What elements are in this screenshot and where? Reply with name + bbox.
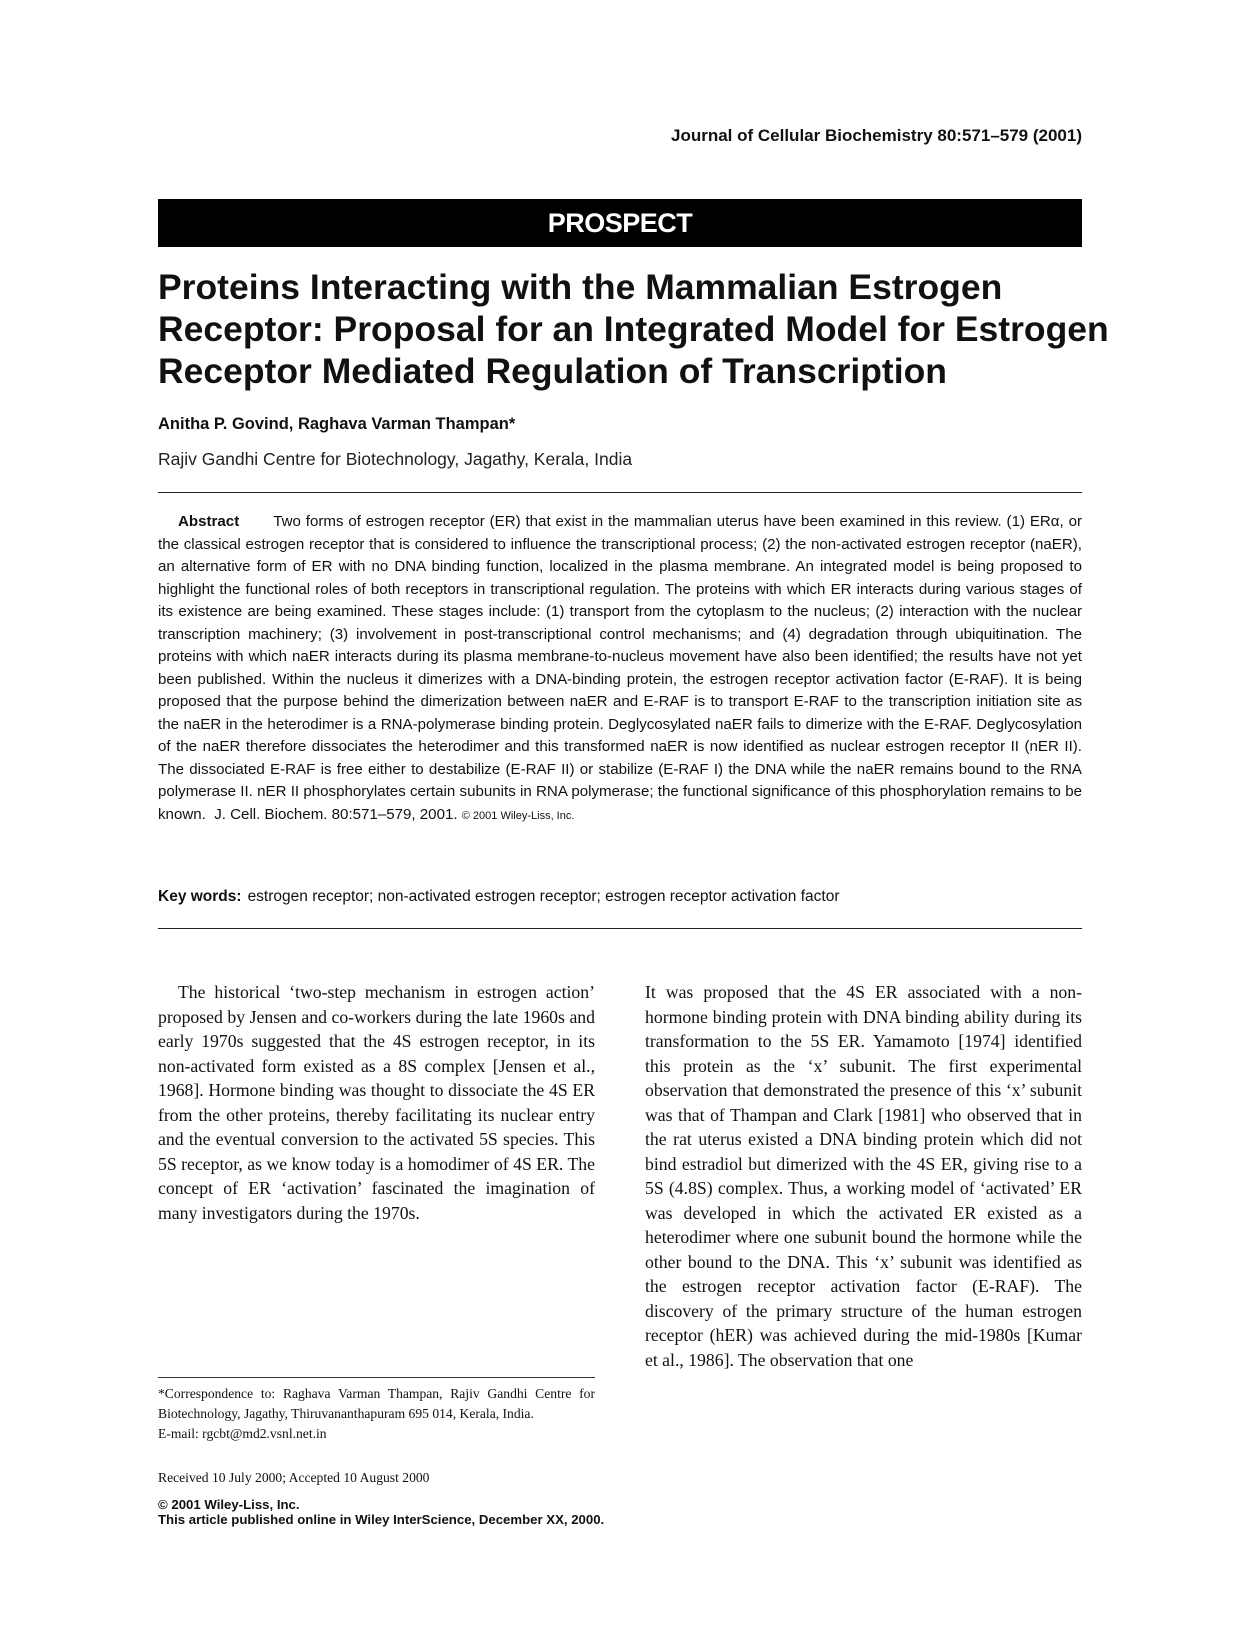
abstract — [158, 511, 1082, 827]
body-column-left: The historical ‘two-step mechanism in estrogen action’ proposed by Jensen and co-workers during the late 1960s and early 1970s suggested that the 4S estrogen receptor, in its non-activated form existed as a 8S complex [Jensen et al., 1968]. Hormone binding was thought to dissociate the 4S ER from the other proteins, thereby facilitating its nuclear entry and the eventual conversion to the activated 5S species. This 5S receptor, as we know today is a homodimer of 4S ER. The concept of ER ‘activation’ fascinated the imagination of many investigators during the 1970s. — [158, 982, 595, 1223]
keywords-text: estrogen receptor; non-activated estrogen receptor; estrogen receptor activation factor — [247, 888, 840, 905]
received-dates: Received 10 July 2000; Accepted 10 August 2000 — [158, 1470, 430, 1485]
body-column-right: It was proposed that the 4S ER associated with a non-hormone binding protein with DNA binding ability during its transformation to the 5S ER. Yamamoto [1974] identified this protein as the ‘x’ subunit. The first experimental observation that demonstrated the presence of this ‘x’ subunit was that of Thampan and Clark [1981] who observed that in the rat uterus existed a DNA binding protein which did not bind estradiol but dimerized with the 4S ER, giving rise to a 5S (4.8S) complex. Thus, a working model of ‘activated’ ER was developed in which the activated ER existed as a heterodimer where one subunit bound the hormone while the other bound to the DNA. This ‘x’ subunit was identified as the estrogen receptor activation factor (E-RAF). The discovery of the primary structure of the human estrogen receptor (hER) was achieved during the mid-1980s [Kumar et al., 1986]. The observation that one — [645, 982, 1082, 1370]
abstract-citation: J. Cell. Biochem. 80:571–579, 2001. — [214, 805, 458, 823]
abstract-text: Two forms of estrogen receptor (ER) that exist in the mammalian uterus have been examined in this review. (1) ERα, or the classical estrogen receptor that is considered to influence the transcriptional process; (2) the non-activated estrogen receptor (naER), an alternative form of ER with no DNA binding function, localized in the plasma membrane. An integrated model is being proposed to highlight the functional roles of both receptors in transcriptional regulation. The proteins with which ER interacts during various stages of its existence are being examined. These stages include: (1) transport from the cytoplasm to the nucleus; (2) interaction with the nuclear transcription machinery; (3) involvement in post-transcriptional control mechanisms; and (4) degradation through ubiquitination. The proteins with which naER interacts during its plasma membrane-to-nucleus movement have also been identified; the results have not yet been published. Within the nucleus it dimerizes with a DNA-binding protein, the estrogen receptor activation factor (E-RAF). It is being proposed that the purpose behind the dimerization between naER and E-RAF is to transport E-RAF to the transcription initiation site as the naER in the heterodimer is a RNA-polymerase binding protein. Deglycosylated naER fails to dimerize with the E-RAF. Deglycosylation of the naER therefore dissociates the heterodimer and this transformed naER is now identified as nuclear estrogen receptor II (nER II). The dissociated E-RAF is free either to destabilize (E-RAF II) or stabilize (E-RAF I) the DNA while the naER remains bound to the RNA polymerase II. nER II phosphorylates certain subunits in RNA polymerase; the functional significance of this phosphorylation remains to be known. — [158, 513, 1082, 823]
journal-citation: Journal of Cellular Biochemistry 80:571–579 (2001) — [670, 126, 1082, 145]
abstract-label: Abstract — [178, 513, 240, 530]
abstract-copyright: © 2001 Wiley-Liss, Inc. — [461, 809, 575, 822]
copyright-notice: © 2001 Wiley-Liss, Inc. — [158, 1497, 300, 1512]
keywords — [158, 888, 839, 906]
authors: Anitha P. Govind, Raghava Varman Thampan* — [158, 415, 516, 433]
footnote-rule — [158, 1377, 595, 1378]
section-banner: PROSPECT — [158, 199, 1082, 247]
article-title: Proteins Interacting with the Mammalian Estrogen Receptor: Proposal for an Integrated Model for Estrogen Receptor Mediated Regulation of Transcription — [158, 267, 1109, 391]
abstract-top-rule — [158, 492, 1082, 493]
keywords-label: Key words: — [158, 888, 242, 905]
affiliation: Rajiv Gandhi Centre for Biotechnology, Jagathy, Kerala, India — [158, 449, 633, 469]
published-online-notice: This article published online in Wiley InterScience, December XX, 2000. — [158, 1512, 605, 1527]
correspondence-footnote — [158, 1384, 595, 1444]
abstract-bottom-rule — [158, 928, 1082, 929]
correspondence-email: E-mail: rgcbt@md2.vsnl.net.in — [158, 1426, 327, 1441]
correspondence-text: *Correspondence to: Raghava Varman Thampan, Rajiv Gandhi Centre for Biotechnology, Jagathy, Thiruvananthapuram 695 014, Kerala, India. — [158, 1386, 595, 1421]
